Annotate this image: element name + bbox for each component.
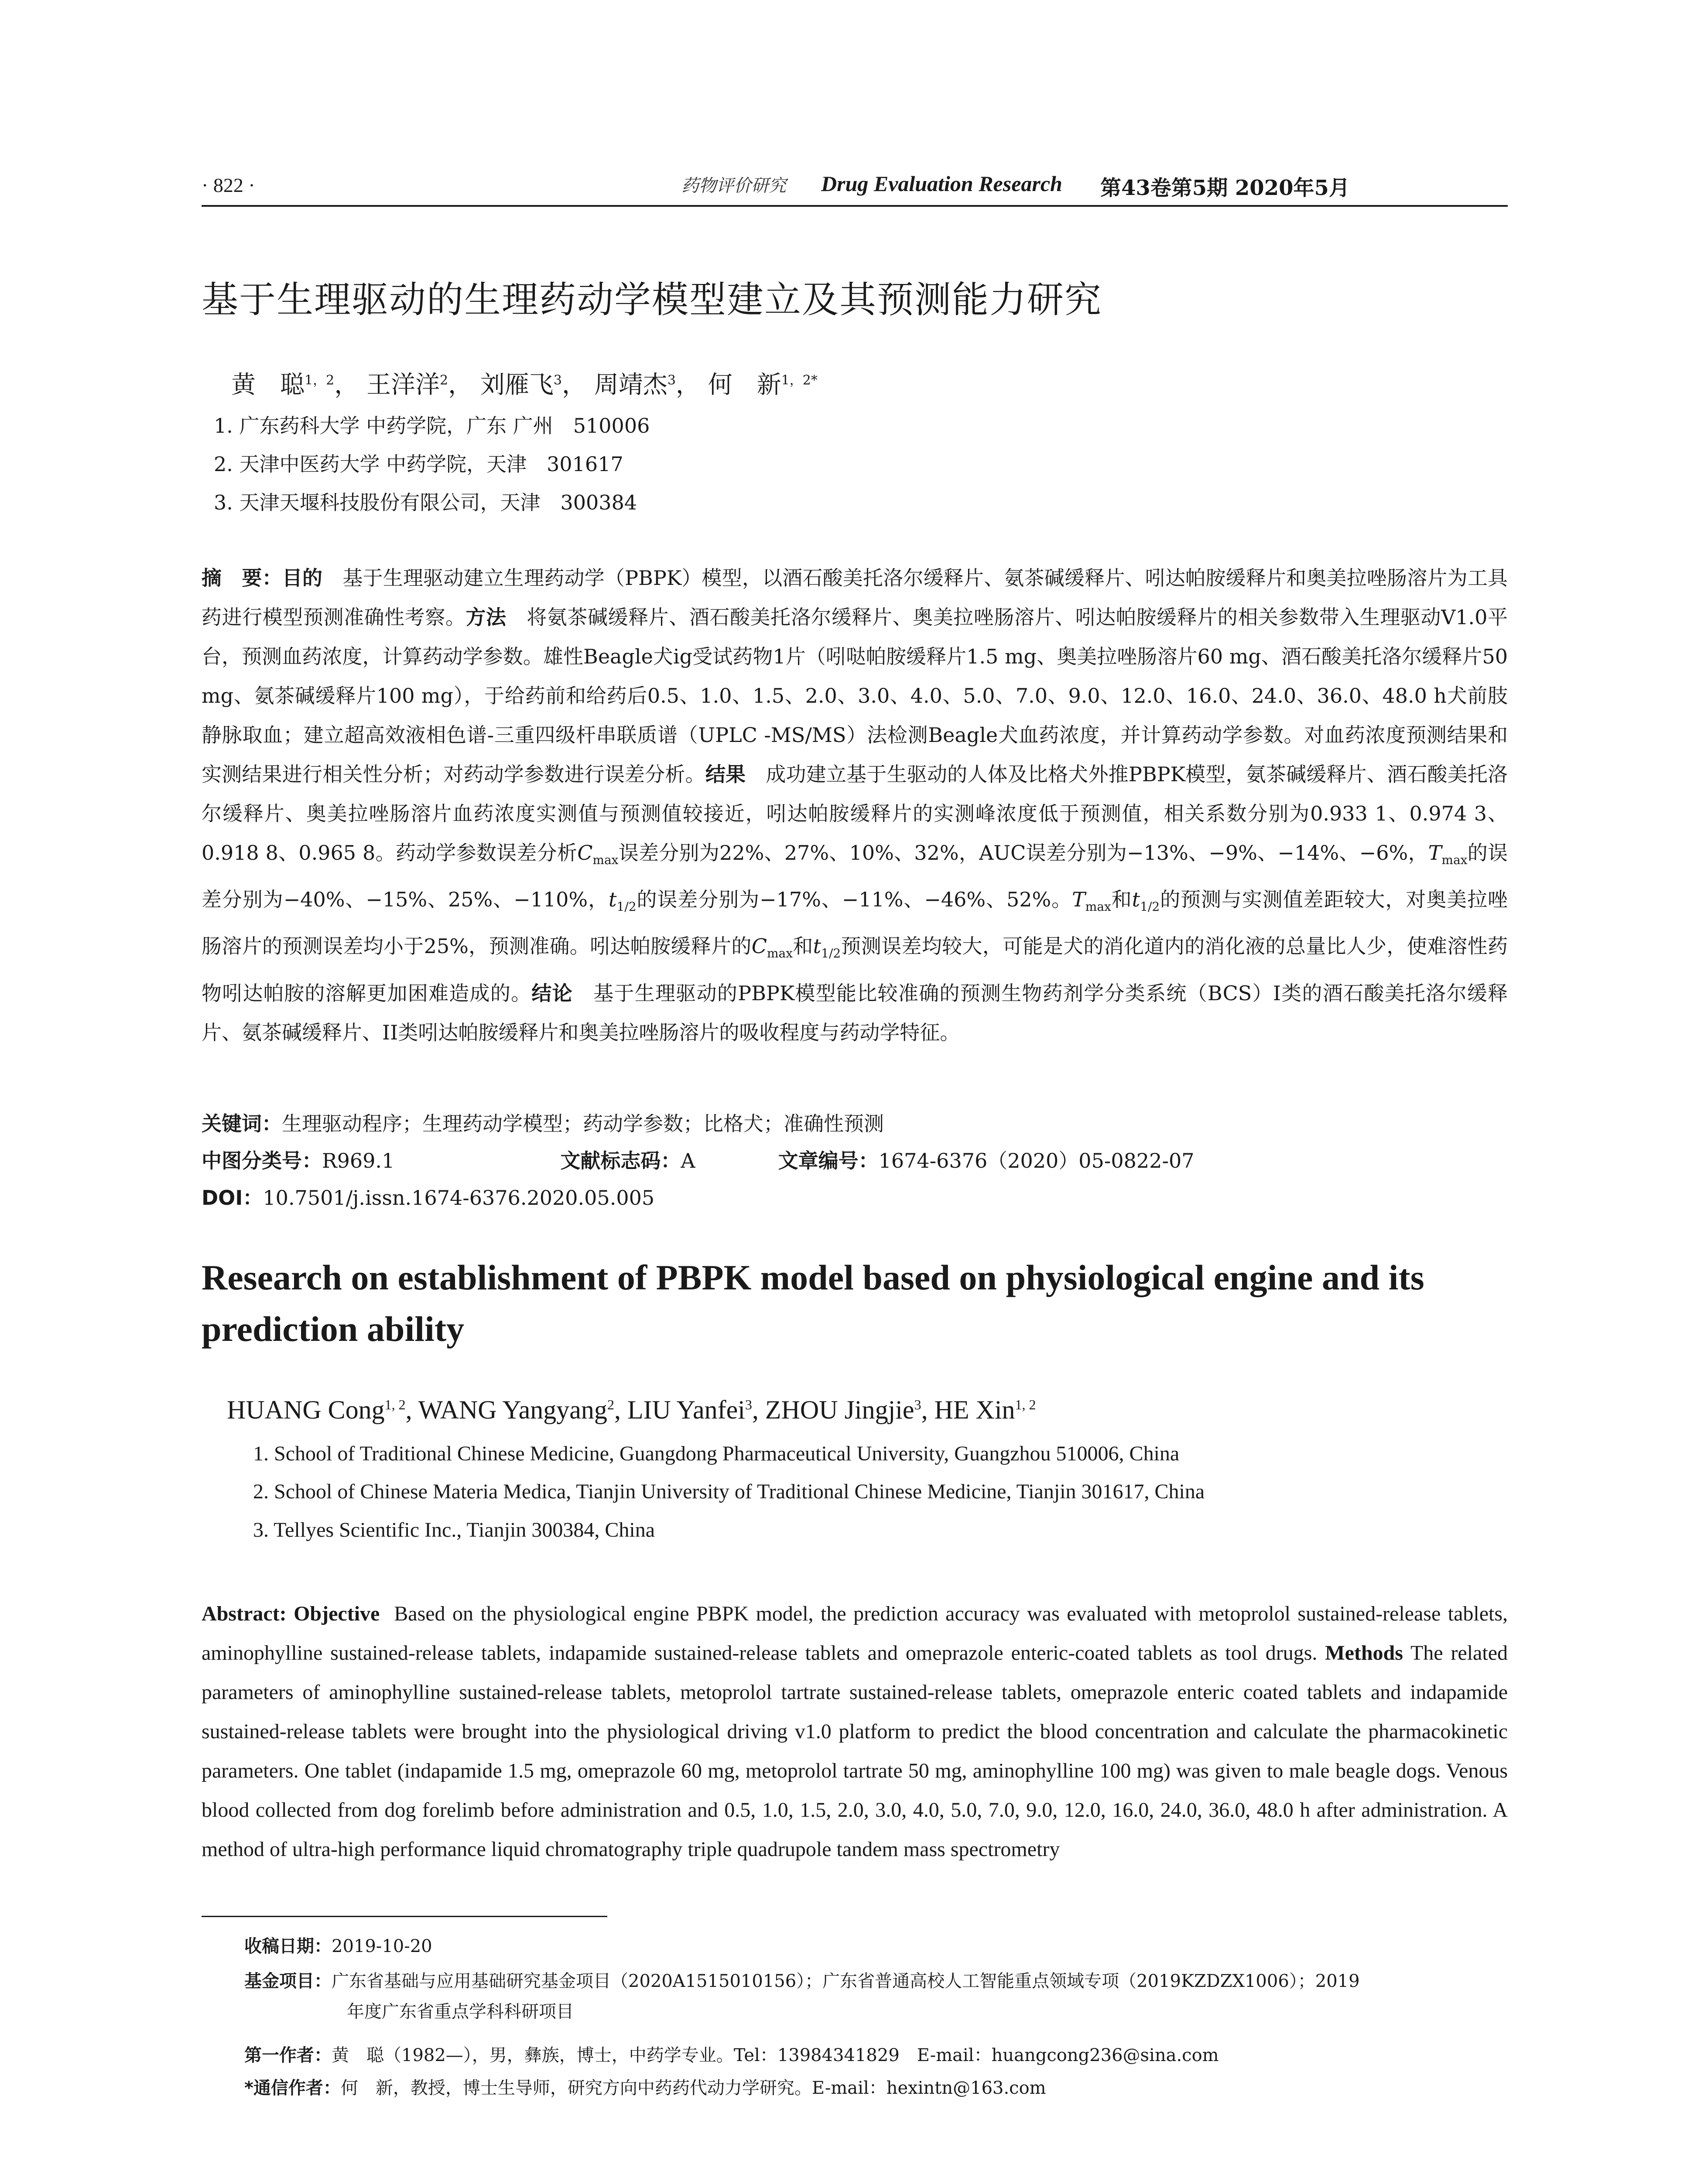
- author: 黄 聪: [231, 371, 305, 399]
- footnote-corresponding: *通信作者：何 新，教授，博士生导师，研究方向中药药代动力学研究。E-mail：hexintn@163.com: [244, 2078, 1046, 2098]
- abstract-zh: 摘 要：目的 基于生理驱动建立生理药动学（PBPK）模型，以酒石酸美托洛尔缓释片、氨茶碱缓释片、吲达帕胺缓释片和奥美拉唑肠溶片为工具药进行模型预测准确性考察。方法 将氨茶碱缓释片、酒石酸美托洛尔缓释片、奥美拉唑肠溶片、吲达帕胺缓释片的相关参数带入生理驱动V1.0平台，预测血药浓度，计算药动学参数。雄性Beagle犬ig受试药物1片（吲哒帕胺缓释片1.5 mg、奥美拉唑肠溶片60 mg、酒石酸美托洛尔缓释片50 mg、氨茶碱缓释片100 mg），于给药前和给药后0.5、1.0、1.5、2.0、3.0、4.0、5.0、7.0、9.0、12.0、16.0、24.0、36.0、48.0 h犬前肢静脉取血；建立超高效液相色谱-三重四级杆串联质谱（UPLC -MS/MS）法检测Beagle犬血药浓度，并计算药动学参数。对血药浓度预测结果和实测结果进行相关性分析；对药动学参数进行误差分析。结果 成功建立基于生驱动的人体及比格犬外推PBPK模型，氨茶碱缓释片、酒石酸美托洛尔缓释片、奥美拉唑肠溶片血药浓度实测值与预测值较接近，吲达帕胺缓释片的实测峰浓度低于预测值，相关系数分别为0.933 1、0.974 3、0.918 8、0.965 8。药动学参数误差分析$C_{max}$误差分别为22%、27%、10%、32%，AUC误差分别为−13%、−9%、−14%、−6%，$T_{max}$的误差分别为−40%、−15%、25%、−110%，$t_{1/2}$的误差分别为−17%、−11%、−46%、52%。$T_{max}$和$t_{1/2}$的预测与实测值差距较大，对奥美拉唑肠溶片的预测误差均小于25%，预测准确。吲达帕胺缓释片的$C_{max}$和$t_{1/2}$预测误差均较大，可能是犬的消化道内的消化液的总量比人少，使难溶性药物吲达帕胺的溶解更加困难造成的。结论 基于生理驱动的PBPK模型能比较准确的预测生物药剂学分类系统（BCS）I类的酒石酸美托洛尔缓释片、氨茶碱缓释片、II类吲达帕胺缓释片和奥美拉唑肠溶片的吸收程度与药动学特征。: [202, 566, 1508, 1044]
- doi: DOI：10.7501/j.issn.1674-6376.2020.05.005: [202, 1186, 655, 1210]
- authors-en: HUANG Cong$^{1, 2}$, WANG Yangyang$^2$, LIU Yanfei$^3$, ZHOU Jingjie$^3$, HE Xin$^{1, 2}$: [227, 1395, 1036, 1424]
- footnote-fund-cont: 年度广东省重点学科科研项目: [347, 2002, 574, 2022]
- page-number: · 822 ·: [202, 174, 255, 196]
- classification: 中图分类号：R969.1 文献标志码：A 文章编号：1674-6376（2020）05-0822-07: [202, 1149, 1195, 1173]
- footnote-fund: 基金项目：广东省基础与应用基础研究基金项目（2020A1515010156）；广东省普通高校人工智能重点领域专项（2019KZDZX1006）；2019: [244, 1971, 1360, 1991]
- keywords: 关键词：生理驱动程序；生理药动学模型；药动学参数；比格犬；准确性预测: [202, 1112, 884, 1135]
- footnote-received: 收稿日期：2019-10-20: [244, 1936, 432, 1956]
- running-header: [202, 171, 1508, 202]
- affiliation-zh: 2. 天津中医药大学 中药学院，天津 301617: [214, 452, 623, 476]
- affiliation-en: 2. School of Chinese Materia Medica, Tianjin University of Traditional Chinese Medicine, Tianjin 301617, China: [253, 1480, 1205, 1503]
- affiliation-zh: 1. 广东药科大学 中药学院，广东 广州 510006: [214, 414, 650, 438]
- affiliation-en: 1. School of Traditional Chinese Medicine, Guangdong Pharmaceutical University, Guangzhou 510006, China: [253, 1442, 1180, 1465]
- title-en: Research on establishment of PBPK model based on physiological engine and its prediction ability: [202, 1258, 1424, 1349]
- author: 何 新: [708, 371, 781, 399]
- affiliation-en: 3. Tellyes Scientific Inc., Tianjin 300384, China: [253, 1518, 655, 1542]
- journal-issue: 第43卷第5期 2020年5月: [1100, 176, 1350, 200]
- author: 刘雁飞: [480, 371, 554, 399]
- journal-logo: 药物评价研究: [681, 176, 786, 196]
- author: 王洋洋: [366, 371, 440, 399]
- header-rule: [202, 205, 1508, 207]
- author: 周靖杰: [594, 371, 667, 399]
- affiliation-zh: 3. 天津天堰科技股份有限公司，天津 300384: [214, 491, 637, 514]
- authors-zh: 黄 聪$^{1,2}$， 王洋洋$^2$， 刘雁飞$^3$， 周靖杰$^3$， 何 新$^{1,2*}$: [231, 371, 818, 399]
- journal-name: Drug Evaluation Research: [821, 171, 1062, 196]
- abstract-en: Abstract: Objective Based on the physiological engine PBPK model, the prediction accuracy was evaluated with metoprolol sustained-release tablets, aminophylline sustained-release tablets, indapamide sustained-release tablets and omeprazole enteric-coated tablets as tool drugs. Methods The related parameters of aminophylline sustained-release tablets, metoprolol tartrate sustained-release tablets, omeprazole enteric coated tablets and indapamide sustained-release tablets were brought into the physiological driving v1.0 platform to predict the blood concentration and calculate the pharmacokinetic parameters. One tablet (indapamide 1.5 mg, omeprazole 60 mg, metoprolol tartrate 50 mg, aminophylline 100 mg) was given to male beagle dogs. Venous blood collected from dog forelimb before administration and 0.5, 1.0, 1.5, 2.0, 3.0, 4.0, 5.0, 7.0, 9.0, 12.0, 16.0, 24.0, 36.0, 48.0 h after administration. A method of ultra-high performance liquid chromatography triple quadrupole tandem mass spectrometry: [202, 1602, 1508, 1861]
- footnote-first-author: 第一作者：黄 聪（1982—），男，彝族，博士，中药学专业。Tel：13984341829 E-mail：huangcong236@sina.com: [244, 2045, 1219, 2065]
- footnote-rule: [202, 1916, 607, 1917]
- title-zh: 基于生理驱动的生理药动学模型建立及其预测能力研究: [202, 278, 1102, 321]
